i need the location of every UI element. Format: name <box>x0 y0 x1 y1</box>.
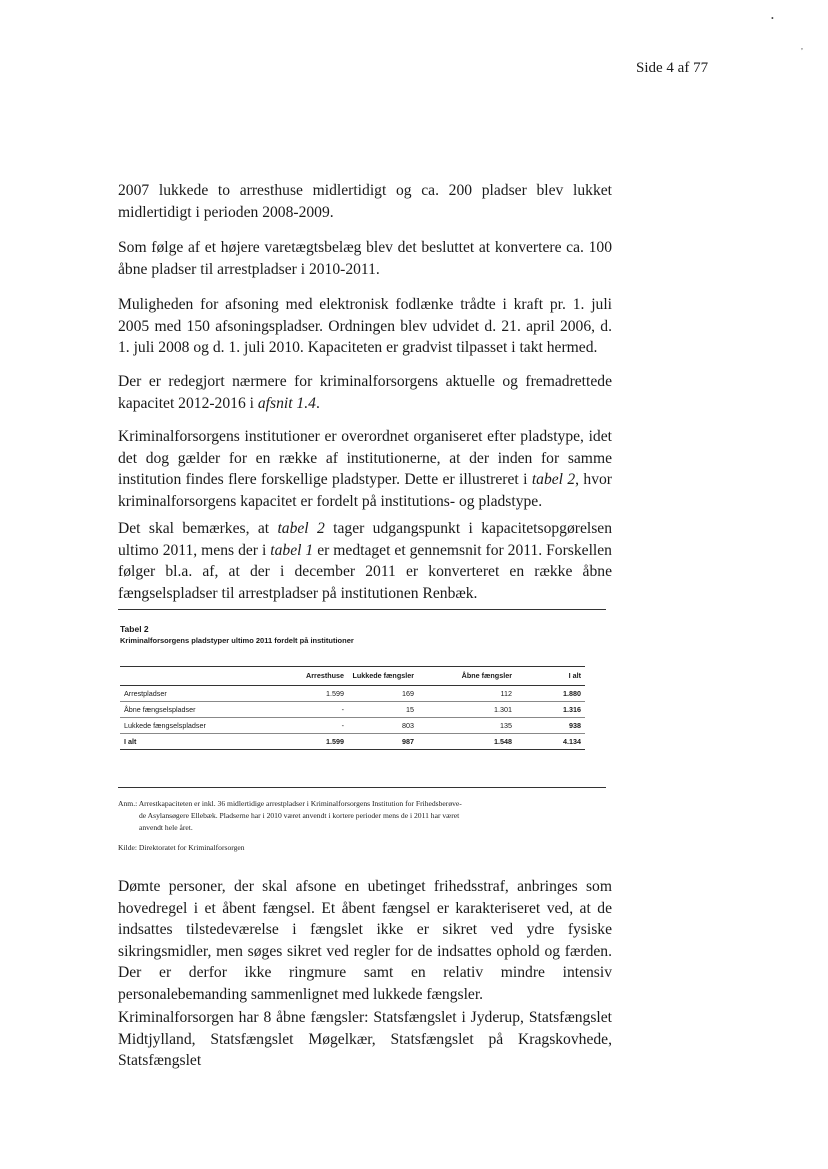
row-label: Arrestpladser <box>120 686 278 702</box>
table-row <box>120 686 585 702</box>
table-cell: 1.548 <box>418 734 516 750</box>
table-subtitle: Kriminalforsorgens pladstyper ultimo 2011 fordelt på institutioner <box>120 636 354 645</box>
table-cell: 1.316 <box>516 702 585 718</box>
divider <box>118 609 606 610</box>
note-line: Arrestkapaciteten er inkl. 36 midlertidige arrestpladser i Kriminalforsorgens Institution for Frihedsberøve- <box>138 799 462 808</box>
table-block <box>118 624 588 746</box>
note-line: anvendt hele året. <box>139 823 193 832</box>
table-cell: 15 <box>348 702 418 718</box>
table-cell: 4.134 <box>516 734 585 750</box>
table-cell: 1.599 <box>278 686 348 702</box>
table-header <box>120 667 278 686</box>
table-cell: 169 <box>348 686 418 702</box>
table-cell: 987 <box>348 734 418 750</box>
section-reference: afsnit 1.4 <box>257 394 316 412</box>
table-cell: 938 <box>516 718 585 734</box>
table-note <box>118 798 608 834</box>
table-header: Arresthuse <box>278 667 348 686</box>
paragraph: Som følge af et højere varetægtsbelæg blev det besluttet at konvertere ca. 100 åbne pladser til arrestpladser i 2010-2011. <box>118 239 612 278</box>
table-reference: tabel 1 <box>270 541 314 559</box>
table-header: I alt <box>516 667 585 686</box>
scan-mark: , <box>801 42 803 51</box>
table-row <box>120 702 585 718</box>
row-label: I alt <box>120 734 278 750</box>
capacity-table <box>120 666 585 750</box>
table-cell: 135 <box>418 718 516 734</box>
table-reference: tabel 2 <box>531 471 576 488</box>
table-cell: 1.301 <box>418 702 516 718</box>
scan-mark: • <box>771 14 774 23</box>
table-header-row <box>120 667 585 686</box>
paragraph: Muligheden for afsoning med elektronisk fodlænke trådte i kraft pr. 1. juli 2005 med 150 afsoningspladser. Ordningen blev udvidet d. 21. april 2006, d. 1. juli 2008 og d. 1. juli 2010. Kapaciteten er gradvist tilpasset i takt hermed. <box>118 296 612 356</box>
table-reference: tabel 2 <box>277 520 325 537</box>
table-cell: - <box>278 702 348 718</box>
table-cell: 112 <box>418 686 516 702</box>
table-cell: 1.880 <box>516 686 585 702</box>
paragraph: 2007 lukkede to arresthuse midlertidigt og ca. 200 pladser blev lukket midlertidigt i perioden 2008-2009. <box>118 182 612 221</box>
table-header: Åbne fængsler <box>418 667 516 686</box>
note-prefix: Anm.: <box>118 799 139 808</box>
note-line: de Asylansøgere Ellebæk. Pladserne har i 2010 været anvendt i kortere perioder mens de i 2011 har været <box>139 811 460 820</box>
table-header: Lukkede fængsler <box>348 667 418 686</box>
table-title: Tabel 2 <box>120 624 149 634</box>
table-cell: 1.599 <box>278 734 348 750</box>
paragraph: Kriminalforsorgens institutioner er overordnet organiseret efter pladstype, idet det dog gælder for en række af institutionerne, at der inden for samme institution findes flere forskellige pladstyper. Dette er illustreret i tabel 2, hvor kriminalforsorgens kapacitet er fordelt på institutions- og pladstype. <box>118 428 612 510</box>
paragraph: Dømte personer, der skal afsone en ubetinget frihedsstraf, anbringes som hovedregel i et åbent fængsel. Et åbent fængsel er karakteriseret ved, at de indsattes tilstedeværelse i fængslet ikke er sikret ved ydre fysiske sikringsmidler, men søges sikret ved regler for de indsattes ophold og færden. Der er derfor ikke ringmure samt en relativ mindre intensiv personalebemanding sammenlignet med lukkede fængsler. <box>118 878 612 1003</box>
page-number: Side 4 af 77 <box>636 60 709 76</box>
paragraph: Det skal bemærkes, at tabel 2 tager udgangspunkt i kapacitetsopgørelsen ultimo 2011, mens der i tabel 1 er medtaget et gennemsnit for 2011. Forskellen følger bl.a. af, at der i december 2011 er konverteret en række åbne fængselspladser til arrestpladser på institutionen Renbæk. <box>118 520 612 602</box>
paragraph: Kriminalforsorgen har 8 åbne fængsler: Statsfængslet i Jyderup, Statsfængslet Midtjylland, Statsfængslet Møgelkær, Statsfængslet på Kragskovhede, Statsfængslet <box>118 1009 612 1069</box>
divider <box>118 787 606 788</box>
paragraph: Der er redegjort nærmere for kriminalforsorgens aktuelle og fremadrettede kapacitet 2012-2016 i afsnit 1.4. <box>118 373 612 412</box>
table-total-row <box>120 734 585 750</box>
table-row <box>120 718 585 734</box>
row-label: Åbne fængselspladser <box>120 702 278 718</box>
table-source: Kilde: Direktoratet for Kriminalforsorgen <box>118 843 245 852</box>
row-label: Lukkede fængselspladser <box>120 718 278 734</box>
table-cell: - <box>278 718 348 734</box>
table-cell: 803 <box>348 718 418 734</box>
